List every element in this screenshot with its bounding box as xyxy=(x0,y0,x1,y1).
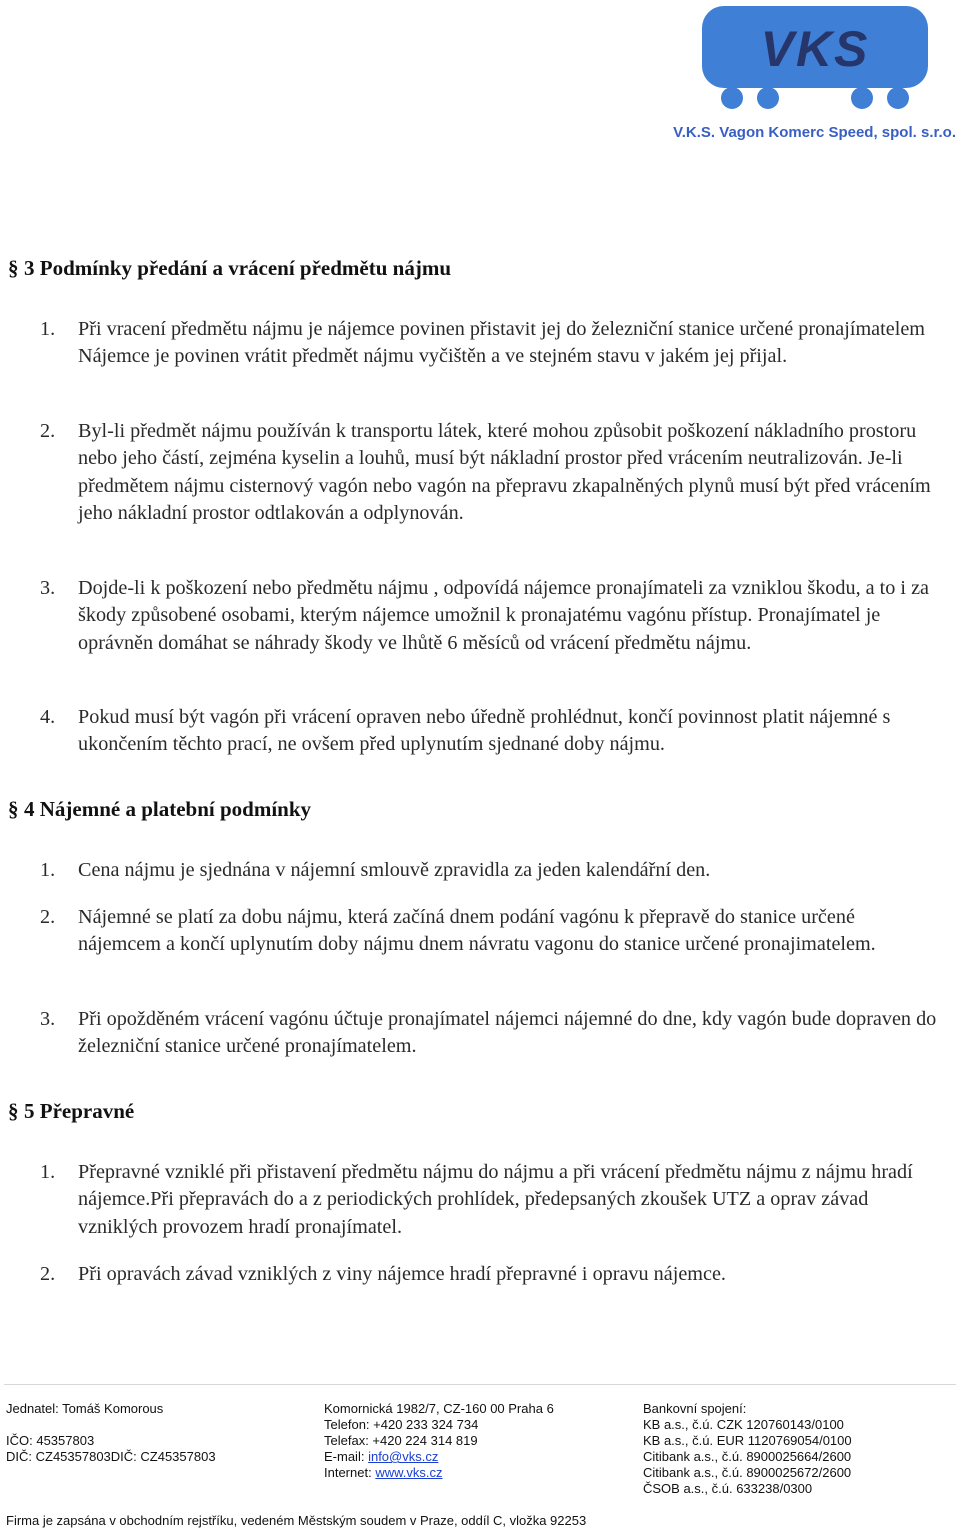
footer-email-row xyxy=(324,1449,438,1465)
logo-wheel-1 xyxy=(721,87,743,109)
logo-wheel-3 xyxy=(851,87,873,109)
section-5-item-2: 2. Při opravách závad vzniklých z viny nájemce hradí přepravné i opravu nájemce. xyxy=(40,1263,726,1285)
footer-email-label: E-mail: xyxy=(324,1449,365,1464)
footer-bank-line: KB a.s., č.ú. EUR 1120769054/0100 xyxy=(643,1433,852,1448)
footer-email-link[interactable]: info@vks.cz xyxy=(368,1449,439,1464)
logo-wheel-2 xyxy=(757,87,779,109)
section-3-item-3: 3. Dojde-li k poškození nebo předmětu nájmu , odpovídá nájemce pronajímateli za vzniklou škodu, a to i za škody způsobené osobami, kterým nájemce umožnil k pronajatému vagónu přístup. Pronajímatel je oprávněn domáhat se náhrady škody ve lhůtě 6 měsíců od vrácení předmětu nájmu. xyxy=(40,577,929,654)
footer-internet-label: Internet: xyxy=(324,1465,372,1480)
logo-text: VKS xyxy=(760,21,870,77)
section-3-item-1: 1. Při vracení předmětu nájmu je nájemce povinen přistavit jej do železniční stanice určené pronajímatelem Nájemce je povinen vrátit předmět nájmu vyčištěn a ve stejném stavu v jakém jej přijal. xyxy=(40,318,925,368)
footer-dic: DIČ: CZ45357803DIČ: CZ45357803 xyxy=(6,1449,216,1464)
footer-telefax: Telefax: +420 224 314 819 xyxy=(324,1433,478,1448)
logo-wheel-4 xyxy=(887,87,909,109)
footer-ico: IČO: 45357803 xyxy=(6,1433,95,1448)
footer-registry: Firma je zapsána v obchodním rejstříku, vedeném Městským soudem v Praze, oddíl C, vložka 92253 xyxy=(6,1513,587,1528)
footer-divider xyxy=(4,1384,956,1385)
footer-bank-line: Citibank a.s., č.ú. 8900025672/2600 xyxy=(643,1465,852,1480)
footer-bank-line: Citibank a.s., č.ú. 8900025664/2600 xyxy=(643,1449,852,1464)
section-3-heading: § 3 Podmínky předání a vrácení předmětu nájmu xyxy=(8,256,452,280)
footer-bank-line: ČSOB a.s., č.ú. 633238/0300 xyxy=(643,1481,813,1496)
footer-telefon: Telefon: +420 233 324 734 xyxy=(324,1417,479,1432)
section-3-item-2: 2. Byl-li předmět nájmu používán k transportu látek, které mohou způsobit poškození nákladního prostoru nebo jeho částí, zejména kyselin a louhů, musí být nákladní prostor před vrácením neutralizován. Je-li předmětem nájmu cisternový vagón nebo vagón na přepravu zkapalněných plynů musí být před vrácením jeho nákladní prostor odtlakován a odplynován. xyxy=(40,420,931,524)
section-4-heading: § 4 Nájemné a platební podmínky xyxy=(8,797,312,821)
footer-internet-link[interactable]: www.vks.cz xyxy=(375,1465,443,1480)
section-4-item-2: 2. Nájemné se platí za dobu nájmu, která začíná dnem podání vagónu k přepravě do stanice určené nájemcem a končí uplynutím doby nájmu dnem návratu vagonu do stanice určené pronajimatelem. xyxy=(40,906,876,956)
company-name: V.K.S. Vagon Komerc Speed, spol. s.r.o. xyxy=(673,124,956,141)
footer-bank-line: KB a.s., č.ú. CZK 120760143/0100 xyxy=(643,1417,844,1432)
section-5-heading: § 5 Přepravné xyxy=(8,1099,135,1123)
section-4-item-3: 3. Při opožděném vrácení vagónu účtuje pronajímatel nájemci nájemné do dne, kdy vagón bude dopraven do železniční stanice určené pronajímatelem. xyxy=(40,1008,937,1058)
section-4-item-1: 1. Cena nájmu je sjednána v nájemní smlouvě zpravidla za jeden kalendářní den. xyxy=(40,859,711,881)
section-3-item-4: 4. Pokud musí být vagón při vrácení opraven nebo úředně prohlédnut, končí povinnost platit nájemné s ukončením těchto prací, ne ovšem před uplynutím sjednané doby nájmu. xyxy=(40,706,891,756)
footer-internet-row xyxy=(324,1465,443,1481)
footer-jednatel: Jednatel: Tomáš Komorous xyxy=(6,1401,164,1416)
footer-bank-title: Bankovní spojení: xyxy=(643,1401,747,1416)
section-5-item-1: 1. Přepravné vzniklé při přistavení předmětu nájmu do nájmu a při vrácení předmětu nájmu z nájmu hradí nájemce.Při přepravách do a z periodických prohlídek, předepsaných zkoušek UTZ a oprav závad vzniklých provozem hradí pronajímatel. xyxy=(40,1161,913,1238)
footer-address: Komornická 1982/7, CZ-160 00 Praha 6 xyxy=(324,1401,554,1416)
vks-logo xyxy=(702,6,928,114)
